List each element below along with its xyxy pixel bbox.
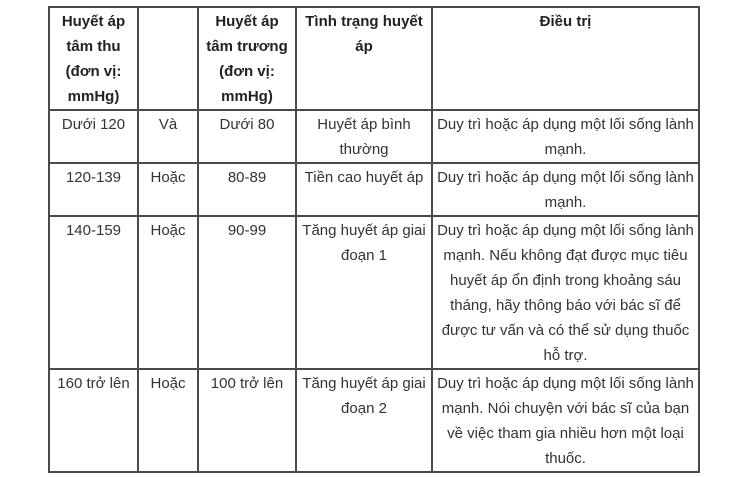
- table-header-row: [49, 7, 699, 110]
- table-row: [49, 163, 699, 216]
- cell-treatment: Duy trì hoặc áp dụng một lối sống lành mạnh. Nói chuyện với bác sĩ của bạn về việc tham gia nhiều hơn một loại thuốc.: [432, 369, 699, 472]
- cell-diastolic: Dưới 80: [198, 110, 296, 163]
- header-treatment: Điều trị: [432, 7, 699, 110]
- cell-conjunction: Và: [138, 110, 198, 163]
- cell-status: Tăng huyết áp giai đoạn 1: [296, 216, 432, 369]
- cell-systolic: 160 trở lên: [49, 369, 138, 472]
- cell-diastolic: 90-99: [198, 216, 296, 369]
- cell-status: Tăng huyết áp giai đoạn 2: [296, 369, 432, 472]
- table-row: [49, 110, 699, 163]
- cell-diastolic: 80-89: [198, 163, 296, 216]
- cell-systolic: Dưới 120: [49, 110, 138, 163]
- header-status: Tình trạng huyết áp: [296, 7, 432, 110]
- cell-systolic: 140-159: [49, 216, 138, 369]
- cell-treatment: Duy trì hoặc áp dụng một lối sống lành mạnh.: [432, 110, 699, 163]
- cell-systolic: 120-139: [49, 163, 138, 216]
- header-conjunction: [138, 7, 198, 110]
- cell-treatment: Duy trì hoặc áp dụng một lối sống lành mạnh.: [432, 163, 699, 216]
- cell-conjunction: Hoặc: [138, 216, 198, 369]
- header-diastolic: Huyết áp tâm trương (đơn vị: mmHg): [198, 7, 296, 110]
- cell-conjunction: Hoặc: [138, 163, 198, 216]
- table-row: [49, 369, 699, 472]
- cell-status: Huyết áp bình thường: [296, 110, 432, 163]
- cell-status: Tiền cao huyết áp: [296, 163, 432, 216]
- cell-treatment: Duy trì hoặc áp dụng một lối sống lành mạnh. Nếu không đạt được mục tiêu huyết áp ổn định trong khoảng sáu tháng, hãy thông báo với bác sĩ để được tư vấn và có thể sử dụng thuốc hỗ trợ.: [432, 216, 699, 369]
- header-systolic: Huyết áp tâm thu (đơn vị: mmHg): [49, 7, 138, 110]
- cell-diastolic: 100 trở lên: [198, 369, 296, 472]
- blood-pressure-table: [48, 6, 700, 473]
- table-row: [49, 216, 699, 369]
- cell-conjunction: Hoặc: [138, 369, 198, 472]
